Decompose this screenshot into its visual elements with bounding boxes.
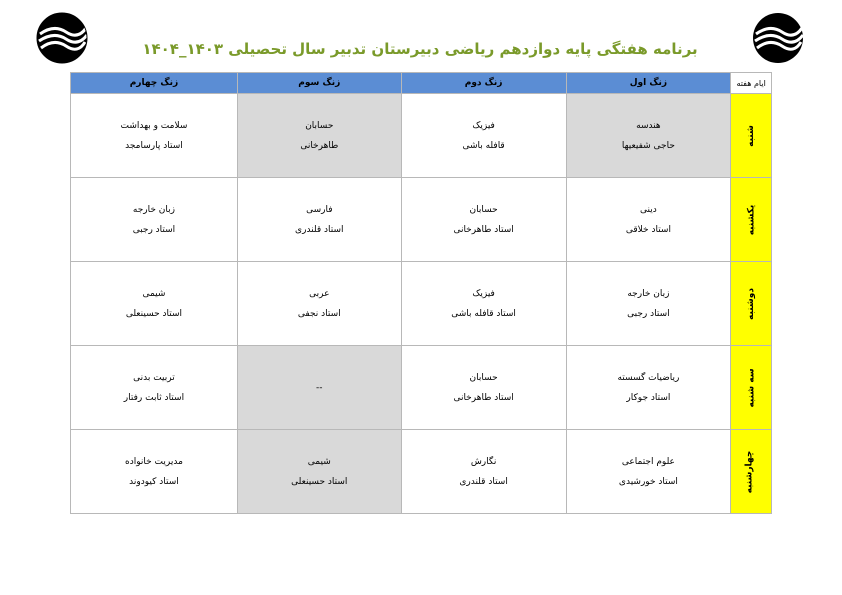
teacher-name: استاد قلندری (295, 224, 344, 235)
subject-name: ریاضیات گسسته (617, 372, 680, 383)
schedule-cell (71, 178, 238, 262)
subject-name: شیمی (307, 456, 331, 467)
schedule-cell (566, 262, 731, 346)
schedule-cell (71, 346, 238, 430)
schedule-cell (71, 430, 238, 514)
table-row (71, 178, 772, 262)
schedule-cell (566, 94, 731, 178)
school-logo-icon (752, 12, 804, 64)
teacher-name: استاد حسینعلی (291, 476, 348, 487)
schedule-cell (401, 262, 566, 346)
schedule-cell (237, 178, 401, 262)
teacher-name: استاد قافله باشی (451, 308, 516, 319)
day-name: دوشنبه (746, 287, 757, 320)
subject-name: عربی (309, 288, 330, 299)
subject-name: زبان خارجه (132, 204, 175, 215)
teacher-name: استاد کیودوند (129, 476, 179, 487)
teacher-name: استاد رجبی (627, 308, 670, 319)
subject-name: نگارش (470, 456, 497, 467)
subject-name: -- (316, 382, 323, 393)
day-name: چهارشنبه (744, 450, 755, 493)
period-2-header: زنگ دوم (401, 73, 566, 94)
schedule-cell (401, 94, 566, 178)
table-row (71, 430, 772, 514)
schedule-cell (401, 346, 566, 430)
table-row (71, 262, 772, 346)
subject-name: فیزیک (472, 288, 495, 299)
teacher-name: استاد طاهرخانی (453, 224, 514, 235)
subject-name: فارسی (306, 204, 333, 215)
table-row (71, 94, 772, 178)
schedule-cell (71, 94, 238, 178)
teacher-name: استاد خورشیدی (618, 476, 678, 487)
table-row (71, 346, 772, 430)
teacher-name: حاجی شفیعیها (621, 140, 675, 151)
schedule-cell (566, 430, 731, 514)
schedule-cell (237, 94, 401, 178)
subject-name: حسابان (305, 120, 334, 131)
teacher-name: استاد قلندری (459, 476, 508, 487)
table-header-row (71, 73, 772, 94)
page-title: برنامه هفتگی پایه دوازدهم ریاضی دبیرستان تدبیر سال تحصیلی ۱۴۰۳_۱۴۰۴ (142, 40, 698, 58)
teacher-name: قافله باشی (462, 140, 505, 151)
teacher-name: استاد نجفی (297, 308, 341, 319)
subject-name: هندسه (636, 120, 661, 131)
days-column-header: ایام هفته (731, 73, 772, 94)
subject-name: دینی (640, 204, 657, 215)
day-name: سه شنبه (746, 367, 757, 408)
school-logo-icon (36, 12, 88, 64)
teacher-name: استاد حسینعلی (125, 308, 183, 319)
schedule-cell (566, 346, 731, 430)
schedule-cell (401, 430, 566, 514)
subject-name: زبان خارجه (627, 288, 670, 299)
schedule-cell (237, 262, 401, 346)
teacher-name: استاد پارسامجد (125, 140, 183, 151)
schedule-cell (401, 178, 566, 262)
period-4-header: زنگ چهارم (71, 73, 238, 94)
schedule-cell (71, 262, 238, 346)
day-name: یکشنبه (746, 204, 757, 235)
schedule-cell (566, 178, 731, 262)
day-label-cell (731, 262, 772, 346)
period-1-header: زنگ اول (566, 73, 731, 94)
subject-name: حسابان (469, 372, 498, 383)
subject-name: سلامت و بهداشت (120, 120, 188, 131)
day-label-cell (731, 430, 772, 514)
teacher-name: استاد ثابت رفتار (123, 392, 185, 403)
weekly-schedule-table (70, 72, 772, 514)
subject-name: علوم اجتماعی (621, 456, 675, 467)
day-label-cell (731, 94, 772, 178)
schedule-cell (237, 430, 401, 514)
teacher-name: استاد جوکار (626, 392, 671, 403)
subject-name: تربیت بدنی (133, 372, 175, 383)
teacher-name: استاد رجبی (132, 224, 176, 235)
day-label-cell (731, 346, 772, 430)
subject-name: مدیریت خانواده (124, 456, 183, 467)
period-3-header: زنگ سوم (237, 73, 401, 94)
day-label-cell (731, 178, 772, 262)
subject-name: حسابان (469, 204, 498, 215)
teacher-name: استاد طاهرخانی (453, 392, 514, 403)
subject-name: فیزیک (472, 120, 495, 131)
day-name: شنبه (746, 124, 757, 147)
teacher-name: استاد خلاقی (625, 224, 671, 235)
teacher-name: طاهرخانی (300, 140, 339, 151)
schedule-cell (237, 346, 401, 430)
subject-name: شیمی (142, 288, 166, 299)
